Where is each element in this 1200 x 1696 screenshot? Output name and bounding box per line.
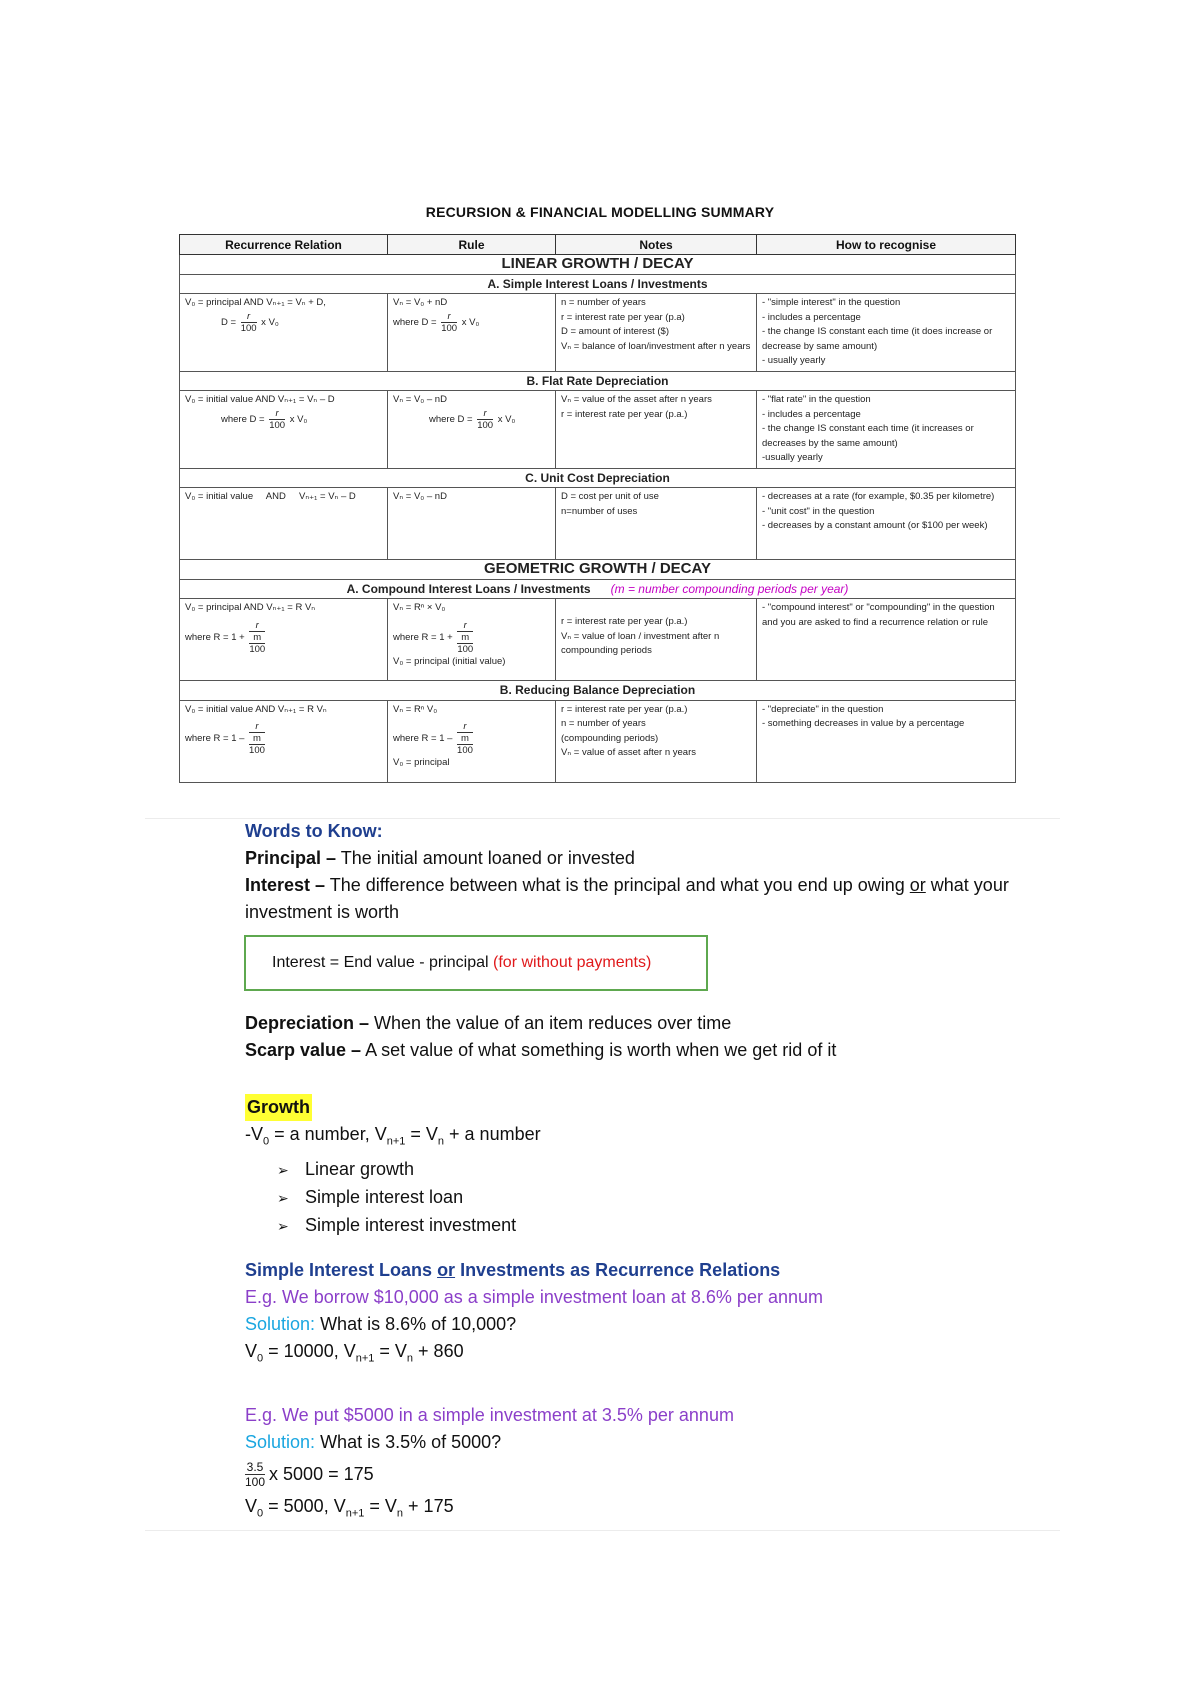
summary-table <box>179 234 1016 783</box>
fraction: r m 100 <box>457 721 473 756</box>
table-row <box>180 488 1016 560</box>
list-item: ➢ Simple interest loan <box>245 1184 1035 1212</box>
example2-calculation: $\frac{3.5}{100}$ x 5000 = 175 <box>245 1460 374 1490</box>
fraction: r m 100 <box>249 619 266 655</box>
growth-section <box>245 1094 1035 1240</box>
fraction: r m 100 <box>249 721 265 756</box>
simple-notes-cell: n = number of years r = interest rate per year (p.a) D = amount of interest ($) Vₙ = balance of loan/investment after n years <box>556 294 757 372</box>
simple-rule-cell: Vₙ = V₀ + nD where D = $\frac{r}{100}$ x V₀ <box>388 294 556 372</box>
flat-relation-cell: V₀ = initial value AND Vₙ₊₁ = Vₙ – D where D = $\frac{r}{100}$ x V₀ <box>180 391 388 469</box>
fraction: $\frac{r}{100}$ <box>441 310 458 334</box>
example2-relation: $V_0 = 5000$, $V_{n+1} = V_n + 175$ <box>245 1495 454 1520</box>
reducing-balance-title: B. Reducing Balance Depreciation <box>180 681 1016 701</box>
reducing-rule-cell: Vₙ = Rⁿ V₀ where R = 1 – r m 100 V₀ = principal <box>388 700 556 782</box>
fraction: $\frac{r}{100}$ <box>240 310 257 334</box>
arrow-bullet-icon: ➢ <box>277 1161 289 1178</box>
example1-solution: Solution: What is 8.6% of 10,000? <box>245 1314 517 1334</box>
flat-recognise-cell: - "flat rate" in the question - includes a percentage - the change IS constant each time (it increases or decreases by the same amount) -usually yearly <box>757 391 1016 469</box>
reducing-notes-cell: r = interest rate per year (p.a.) n = number of years (compounding periods) Vₙ = value of asset after n years <box>556 700 757 782</box>
unit-notes-cell: D = cost per unit of use n=number of uses <box>556 488 757 560</box>
simple-recognise-cell: - "simple interest" in the question - includes a percentage - the change IS constant each time (it does increase or decrease by same amount) - usually yearly <box>757 294 1016 372</box>
compound-periods-note: (m = number compounding periods per year) <box>610 581 849 596</box>
table-header-row <box>180 235 1016 255</box>
compound-rule-cell: Vₙ = Rⁿ × V₀ where R = 1 + r m 100 V₀ = principal (initial value) <box>388 599 556 681</box>
words-heading: Words to Know: <box>245 821 383 841</box>
flat-rule-cell: Vₙ = V₀ – nD where D = $\frac{r}{100}$ x V₀ <box>388 391 556 469</box>
flat-notes-cell: Vₙ = value of the asset after n years r = interest rate per year (p.a.) <box>556 391 757 469</box>
arrow-bullet-icon: ➢ <box>277 1217 289 1234</box>
unit-relation-cell: V₀ = initial value AND Vₙ₊₁ = Vₙ – D <box>180 488 388 560</box>
examples-section <box>245 1257 1035 1527</box>
page-title: RECURSION & FINANCIAL MODELLING SUMMARY <box>425 204 775 220</box>
header-recurrence: Recurrence Relation <box>180 235 388 255</box>
unit-rule-cell: Vₙ = V₀ – nD <box>388 488 556 560</box>
header-rule: Rule <box>388 235 556 255</box>
arrow-bullet-icon: ➢ <box>277 1189 289 1206</box>
example1-relation: $V_0 = 10000$, $V_{n+1} = V_n + 860$ <box>245 1341 464 1365</box>
reducing-recognise-cell: - "depreciate" in the question - something decreases in value by a percentage <box>757 700 1016 782</box>
reducing-relation-cell: V₀ = initial value AND Vₙ₊₁ = R Vₙ where R = 1 – r m 100 <box>180 700 388 782</box>
table-row <box>180 294 1016 372</box>
linear-section-title: LINEAR GROWTH / DECAY <box>180 255 1016 275</box>
table-row <box>180 599 1016 681</box>
list-item: ➢ Linear growth <box>245 1156 1035 1184</box>
compound-recognise-cell: - "compound interest" or "compounding" in the question and you are asked to find a recurrence relation or rule <box>757 599 1016 681</box>
principal-definition: Principal – The initial amount loaned or invested <box>245 848 635 868</box>
table-row <box>180 391 1016 469</box>
example2-solution: Solution: What is 3.5% of 5000? <box>245 1431 502 1452</box>
growth-heading: Growth <box>245 1094 312 1121</box>
header-notes: Notes <box>556 235 757 255</box>
table-row <box>180 700 1016 782</box>
fraction: r m 100 <box>457 619 474 655</box>
simple-interest-title: A. Simple Interest Loans / Investments <box>180 274 1016 294</box>
fraction: $\frac{3.5}{100}$ <box>245 1460 266 1490</box>
geometric-section-title: GEOMETRIC GROWTH / DECAY <box>180 560 1016 580</box>
examples-heading: Simple Interest Loans or Investments as Recurrence Relations <box>245 1260 781 1280</box>
example1-prompt: E.g. We borrow $10,000 as a simple investment loan at 8.6% per annum <box>245 1287 823 1307</box>
compound-notes-cell: r = interest rate per year (p.a.) Vₙ = value of loan / investment after n compounding periods <box>556 599 757 681</box>
words-to-know-section <box>245 818 1035 926</box>
simple-relation-cell: V₀ = principal AND Vₙ₊₁ = Vₙ + D, D = $\frac{r}{100}$ x V₀ <box>180 294 388 372</box>
depreciation-section <box>245 1010 1035 1064</box>
header-recognise: How to recognise <box>757 235 1016 255</box>
fraction: $\frac{r}{100}$ <box>477 407 494 431</box>
example2-prompt: E.g. We put $5000 in a simple investment at 3.5% per annum <box>245 1404 734 1425</box>
scrap-value-definition: Scarp value – A set value of what something is worth when we get rid of it <box>245 1040 837 1060</box>
depreciation-definition: Depreciation – When the value of an item reduces over time <box>245 1013 732 1033</box>
interest-formula-box: Interest = End value - principal (for without payments) <box>244 935 708 991</box>
flat-rate-title: B. Flat Rate Depreciation <box>180 371 1016 391</box>
unit-recognise-cell: - decreases at a rate (for example, $0.35 per kilometre) - "unit cost" in the question - decreases by a constant amount (or $100 per week) <box>757 488 1016 560</box>
compound-relation-cell: V₀ = principal AND Vₙ₊₁ = R Vₙ where R = 1 + r m 100 <box>180 599 388 681</box>
list-item: ➢ Simple interest investment <box>245 1212 1035 1240</box>
divider <box>145 1530 1060 1531</box>
unit-cost-title: C. Unit Cost Depreciation <box>180 468 1016 488</box>
compound-interest-title: A. Compound Interest Loans / Investments (m = number compounding periods per year) <box>180 579 1016 599</box>
fraction: $\frac{r}{100}$ <box>269 407 286 431</box>
interest-definition: Interest – The difference between what is the principal and what you end up owing or what your investment is worth <box>245 875 1009 922</box>
growth-formula: $-V_0 = a$ number, $V_{n+1} = V_n + a$ number <box>245 1124 541 1148</box>
